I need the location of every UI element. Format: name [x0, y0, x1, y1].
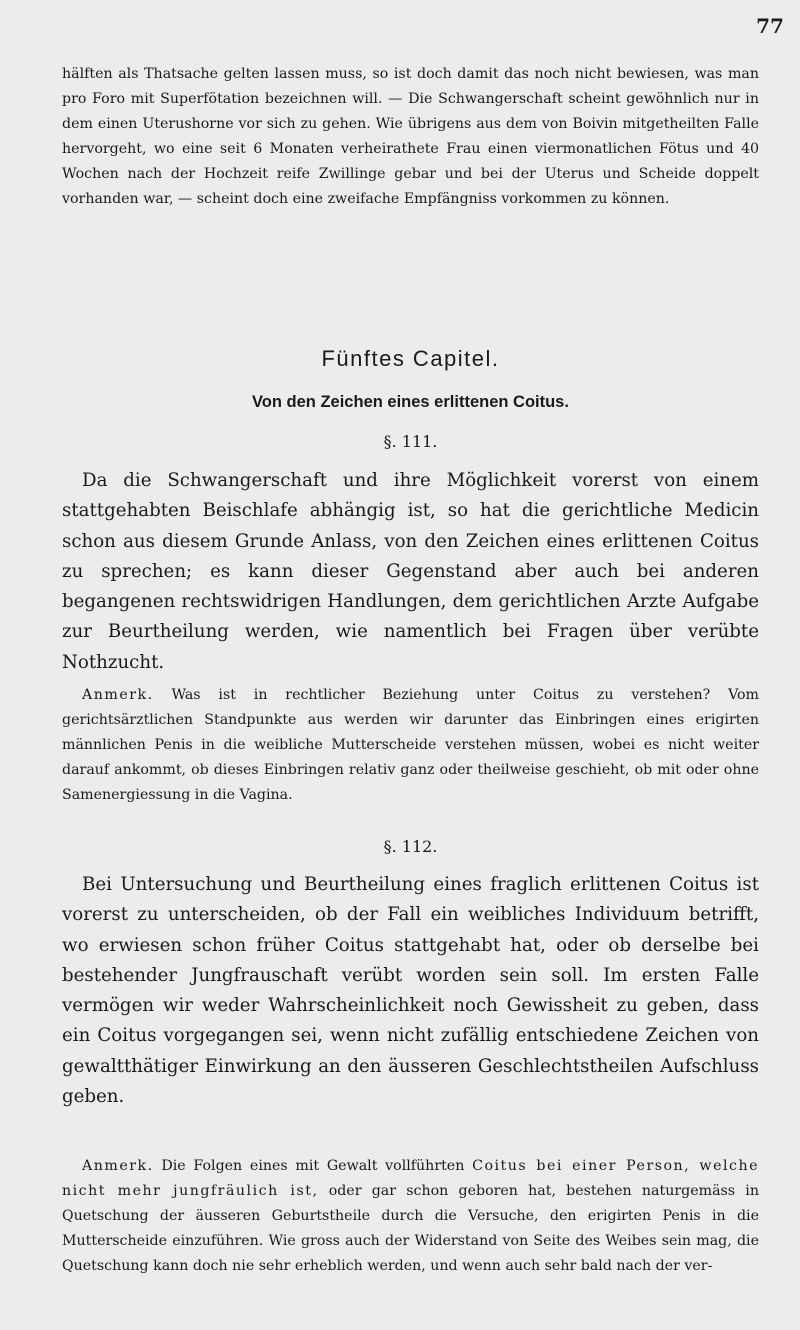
opening-paragraph: hälften als Thatsache gelten lassen muss, so ist doch damit das noch nicht bewiesen, was man pro Foro mit Superfötation bezeichnen will. — Die Schwangerschaft scheint gewöhnlich nur in dem einen Uterushorne vor sich zu gehen. Wie übrigens aus dem von Boivin mitgetheilten Falle hervorgeht, wo eine seit 6 Monaten verheirathete Frau einen viermonatlichen Fötus und 40 Wochen nach der Hochzeit reife Zwillinge gebar und bei der Uterus und Scheide doppelt vorhanden war, — scheint doch eine zweifache Empfängniss vorkommen zu können.: [62, 66, 759, 207]
section-112-text: Bei Untersuchung und Beurtheilung eines fraglich erlittenen Coitus ist vorerst zu unterscheiden, ob der Fall ein weibliches Individuum betrifft, wo erwiesen schon früher Coitus stattgehabt hat, oder ob derselbe bei bestehender Jungfrauschaft verübt worden sein soll. Im ersten Falle vermögen wir weder Wahrscheinlichkeit noch Gewissheit zu geben, dass ein Coitus vorgegangen sei, wenn nicht zufällig entschiedene Zeichen von gewaltthätiger Einwirkung an den äusseren Geschlechtstheilen Aufschluss geben.: [62, 874, 759, 1108]
section-112-note: [62, 1154, 759, 1279]
section-111-text: Da die Schwangerschaft und ihre Möglichkeit vorerst von einem stattgehabten Beischlafe abhängig ist, so hat die gerichtliche Medicin schon aus diesem Grunde Anlass, von den Zeichen eines erlittenen Coitus zu sprechen; es kann dieser Gegenstand aber auch bei anderen begangenen rechtswidrigen Handlungen, dem gerichtlichen Arzte Aufgabe zur Beurtheilung werden, wie namentlich bei Fragen über verübte Nothzucht.: [62, 470, 759, 673]
note-label: Anmerk.: [82, 687, 154, 703]
note-text-a: Die Folgen eines mit Gewalt vollführten: [161, 1158, 465, 1174]
note-text-b: oder gar schon geboren hat, bestehen naturgemäss in Quetschung der äusseren Geburtstheile durch die Versuche, den erigirten Penis in die Mutterscheide einzuführen. Wie gross auch der Widerstand von Seite des Weibes sein mag, die Quetschung kann doch nie sehr erheblich werden, und wenn auch sehr bald nach der ver-: [62, 1183, 759, 1274]
chapter-title: Fünftes Capitel.: [321, 346, 500, 371]
note-spaced-text: Coitus bei einer Person, welche nicht mehr jungfräulich ist,: [62, 1158, 759, 1199]
section-number-111: §. 111.: [383, 432, 438, 451]
section-number-112: §. 112.: [383, 837, 438, 856]
page-number: 77: [756, 14, 784, 38]
section-111-note: [62, 683, 759, 808]
chapter-subtitle: Von den Zeichen eines erlittenen Coitus.: [252, 393, 569, 411]
note-label: Anmerk.: [82, 1158, 154, 1174]
note-text: Was ist in rechtlicher Beziehung unter Coitus zu verstehen? Vom gerichtsärztlichen Standpunkte aus werden wir darunter das Einbringen eines erigirten männlichen Penis in die weibliche Mutterscheide verstehen müssen, wobei es nicht weiter darauf ankommt, ob dieses Einbringen relativ ganz oder theilweise geschieht, ob mit oder ohne Samenergiessung in die Vagina.: [62, 687, 760, 803]
